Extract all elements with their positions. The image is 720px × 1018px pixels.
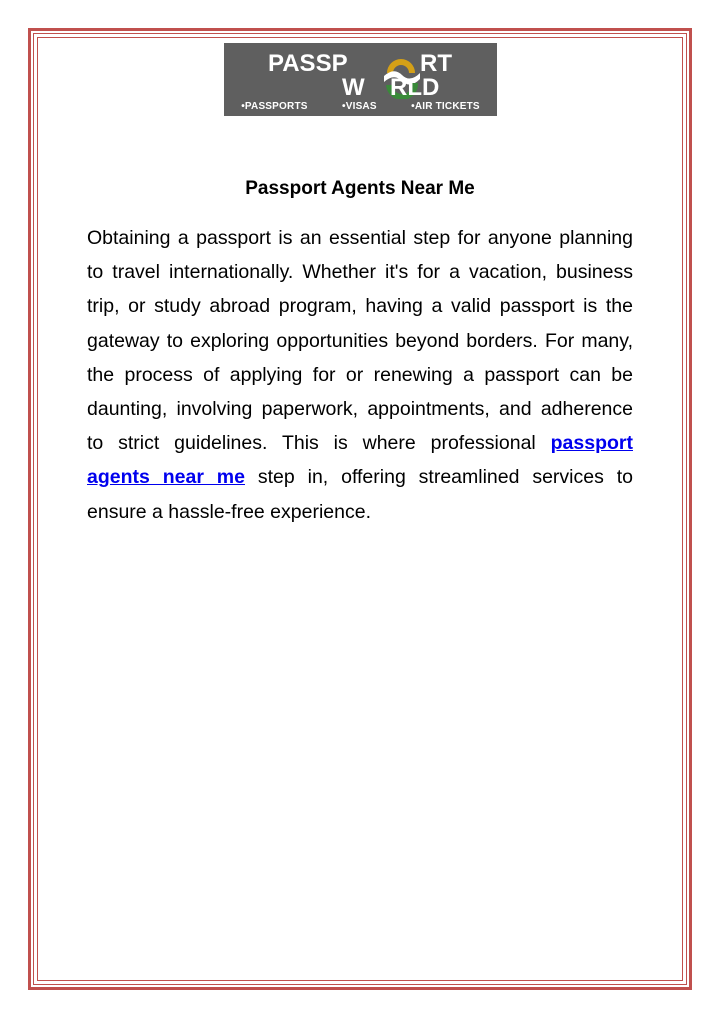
logo-taglines	[224, 98, 497, 114]
logo-text-line2: RLD	[390, 74, 440, 99]
logo-text-line1-end: RT	[420, 50, 452, 77]
body-paragraph	[87, 221, 633, 529]
logo-text-line2-start: W	[342, 74, 365, 99]
paragraph-text-after-link: step in, offering streamlined services to ensure a hassle-free experience.	[87, 466, 633, 523]
logo-text-line1: PASSP	[268, 50, 348, 77]
logo-tag-air-tickets: • AIR TICKETS	[411, 101, 480, 112]
logo-tag-passports: • PASSPORTS	[241, 101, 307, 112]
logo-tag-visas: • VISAS	[342, 101, 377, 112]
document-title: Passport Agents Near Me	[245, 178, 475, 199]
passport-world-logo	[224, 43, 497, 116]
passport-agents-link[interactable]: passport agents near me	[87, 432, 633, 489]
logo-wordmark	[224, 43, 497, 99]
paragraph-text-before-link: Obtaining a passport is an essential step for anyone planning to travel internationally. Whether it's for a vacation, business trip, or study abroad program, having a valid passport is the gateway to exploring opportunities beyond borders. For many, the process of applying for or renewing a passport can be daunting, involving paperwork, appointments, and adherence to strict guidelines. This is where professional	[87, 227, 633, 455]
